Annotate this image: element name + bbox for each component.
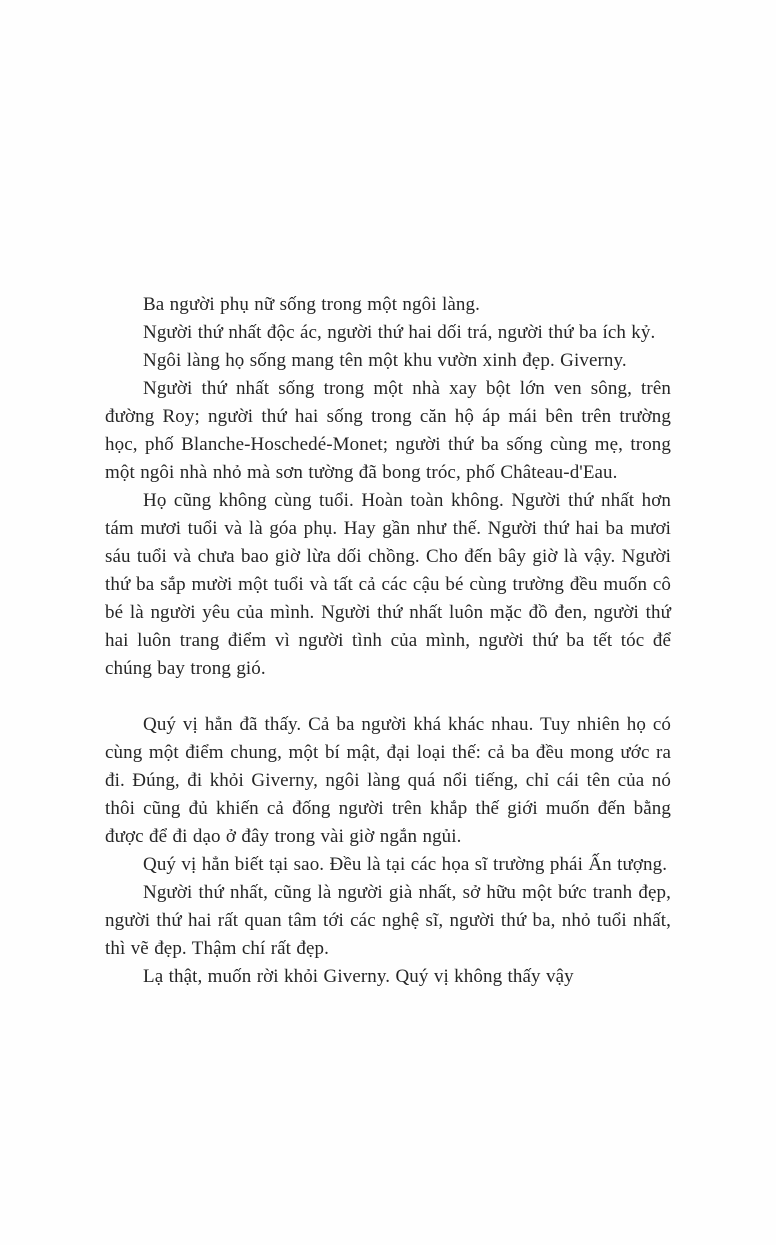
paragraph: Quý vị hẳn biết tại sao. Đều là tại các họa sĩ trường phái Ấn tượng. (143, 854, 668, 875)
paragraph: Người thứ nhất sống trong một nhà xay bột lớn ven sông, trên đường Roy; người thứ hai sống trong căn hộ áp mái bên trên trường học, phố Blanche-Hoschedé-Monet; người thứ ba sống cùng mẹ, trong một ngôi nhà nhỏ mà sơn tường đã bong tróc, phố Château-d'Eau. (105, 378, 671, 483)
paragraph: Lạ thật, muốn rời khỏi Giverny. Quý vị không thấy vậy (143, 966, 574, 987)
paragraph: Quý vị hẳn đã thấy. Cả ba người khá khác nhau. Tuy nhiên họ có cùng một điểm chung, một bí mật, đại loại thế: cả ba đều mong ước ra đi. Đúng, đi khỏi Giverny, ngôi làng quá nổi tiếng, chỉ cái tên của nó thôi cũng đủ khiến cả đống người trên khắp thế giới muốn đến bằng được để đi dạo ở đây trong vài giờ ngắn ngủi. (105, 714, 671, 847)
paragraph: Họ cũng không cùng tuổi. Hoàn toàn không. Người thứ nhất hơn tám mươi tuổi và là góa phụ. Hay gần như thế. Người thứ hai ba mươi sáu tuổi và chưa bao giờ lừa dối chồng. Cho đến bây giờ là vậy. Người thứ ba sắp mười một tuổi và tất cả các cậu bé cùng trường đều muốn cô bé là người yêu của mình. Người thứ nhất luôn mặc đồ đen, người thứ hai luôn trang điểm vì người tình của mình, người thứ ba tết tóc để chúng bay trong gió. (105, 490, 671, 679)
paragraph: Người thứ nhất, cũng là người già nhất, sở hữu một bức tranh đẹp, người thứ hai rất quan tâm tới các nghệ sĩ, người thứ ba, nhỏ tuổi nhất, thì vẽ đẹp. Thậm chí rất đẹp. (105, 882, 671, 959)
text-block (105, 291, 671, 991)
paragraph: Ngôi làng họ sống mang tên một khu vườn xinh đẹp. Giverny. (143, 350, 627, 371)
paragraph: Người thứ nhất độc ác, người thứ hai dối trá, người thứ ba ích kỷ. (143, 322, 656, 343)
paragraph: Ba người phụ nữ sống trong một ngôi làng. (143, 294, 480, 315)
